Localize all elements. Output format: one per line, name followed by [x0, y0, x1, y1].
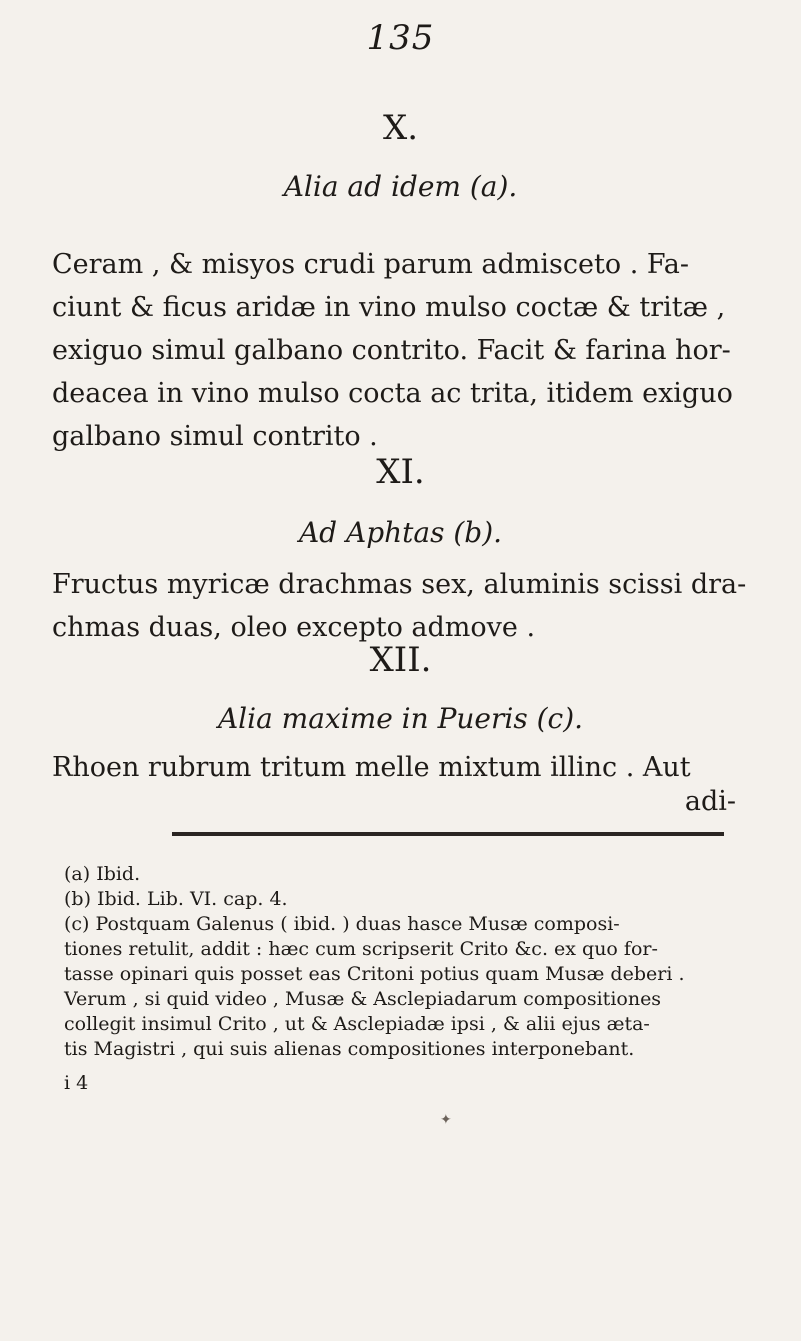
- footnote-line: (c) Postquam Galenus ( ibid. ) duas hasce Musæ composi-: [64, 913, 620, 935]
- section-numeral: XII.: [369, 640, 432, 680]
- section-text: [52, 746, 752, 789]
- footnote-line: (b) Ibid. Lib. VI. cap. 4.: [64, 888, 288, 910]
- section-heading: Alia ad idem (a).: [283, 170, 518, 203]
- text-line: ciunt & ficus aridæ in vino mulso coctæ & tritæ ,: [52, 292, 726, 323]
- footnote-rule: [172, 832, 724, 836]
- footnote-line: tis Magistri , qui suis alienas compositiones interponebant.: [64, 1038, 635, 1060]
- section-text: [52, 563, 752, 649]
- text-line: Fructus myricæ drachmas sex, aluminis scissi dra-: [52, 569, 747, 600]
- catchword: adi-: [684, 786, 736, 817]
- text-line: Ceram , & misyos crudi parum admisceto . Fa-: [52, 249, 689, 280]
- footnote-line: tasse opinari quis posset eas Critoni potius quam Musæ deberi .: [64, 963, 685, 985]
- page-number: 135: [366, 18, 435, 58]
- footnote-line: collegit insimul Crito , ut & Asclepiadæ ipsi , & alii ejus æta-: [64, 1013, 650, 1035]
- signature-mark: i 4: [64, 1072, 89, 1094]
- text-line: deacea in vino mulso cocta ac trita, itidem exiguo: [52, 378, 733, 409]
- section-numeral: X.: [382, 108, 418, 148]
- section-heading: Alia maxime in Pueris (c).: [217, 702, 584, 735]
- section-numeral: XI.: [376, 452, 425, 492]
- section-text: [52, 243, 752, 458]
- text-line: exiguo simul galbano contrito. Facit & farina hor-: [52, 335, 731, 366]
- footnote-line: tiones retulit, addit : hæc cum scripserit Crito &c. ex quo for-: [64, 938, 658, 960]
- footnotes: [64, 862, 754, 1062]
- section-heading: Ad Aphtas (b).: [298, 516, 503, 549]
- text-line: chmas duas, oleo excepto admove .: [52, 612, 536, 643]
- text-line: Rhoen rubrum tritum melle mixtum illinc . Aut: [52, 752, 691, 783]
- ink-speck-icon: ✦: [440, 1112, 452, 1128]
- footnote-line: (a) Ibid.: [64, 863, 141, 885]
- text-line: galbano simul contrito .: [52, 421, 378, 452]
- footnote-line: Verum , si quid video , Musæ & Asclepiadarum compositiones: [64, 988, 662, 1010]
